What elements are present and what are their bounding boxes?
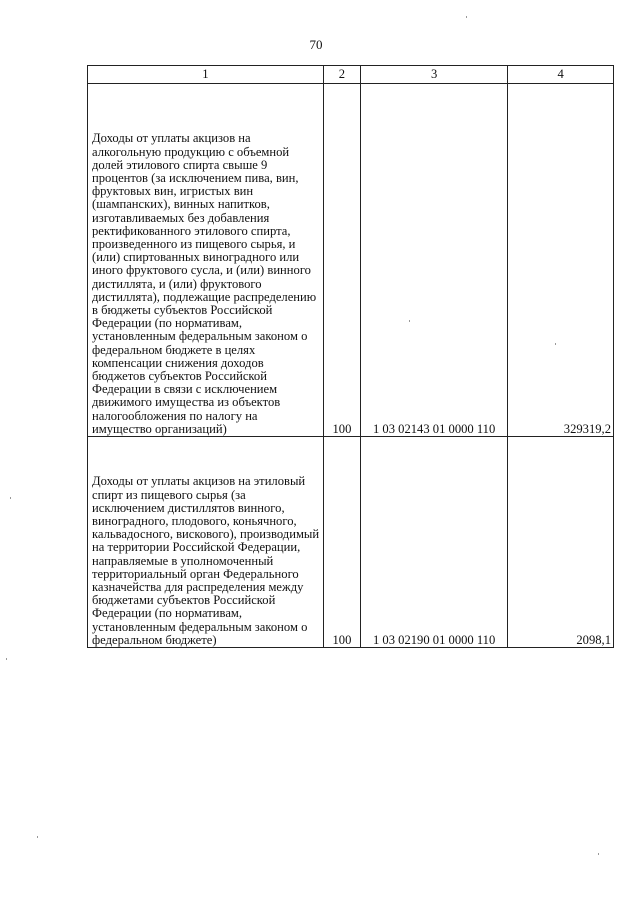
column-header-1: 1: [88, 66, 324, 84]
row-kbk-code: 1 03 02190 01 0000 110: [361, 437, 508, 648]
row-kbk-code: 1 03 02143 01 0000 110: [361, 84, 508, 437]
row-description: Доходы от уплаты акцизов на этиловый спирт из пищевого сырья (за исключением дистиллятов винного, виноградного, плодового, коньячного, кальвадосного, вискового), производимый на территории Российской Федерации, направляемые в уполномоченный территориальный орган Федерального казначейства для распределения между бюджетами субъектов Российской Федерации (по нормативам, установленным федеральным законом о федеральном бюджете): [88, 437, 324, 648]
page-number: 70: [309, 37, 323, 52]
column-header-2: 2: [323, 66, 360, 84]
table-header-row: [88, 66, 614, 84]
scan-speck: [10, 497, 11, 499]
row-amount: 2098,1: [508, 437, 614, 648]
scan-speck: [598, 853, 599, 855]
scan-speck: [409, 320, 410, 322]
column-header-4: 4: [508, 66, 614, 84]
scan-speck: [466, 16, 467, 18]
table-row: [88, 437, 614, 648]
row-admin-code: 100: [323, 84, 360, 437]
scan-speck: [37, 836, 38, 838]
scan-speck: [555, 343, 556, 345]
revenue-table: [87, 65, 614, 648]
table-row: [88, 84, 614, 437]
scan-speck: [6, 658, 7, 660]
row-description: Доходы от уплаты акцизов на алкогольную продукцию с объемной долей этилового спирта свыше 9 процентов (за исключением пива, вин, фруктовых вин, игристых вин (шампанских), винных напитков, изготавливаемых без добавления ректификованного этилового спирта, произведенного из пищевого сырья, и (или) спиртованных виноградного или иного фруктового сусла, и (или) винного дистиллята, и (или) фруктового дистиллята), подлежащие распределению в бюджеты субъектов Российской Федерации (по нормативам, установленным федеральным законом о федеральном бюджете в целях компенсации снижения доходов бюджетов субъектов Российской Федерации в связи с исключением движимого имущества из объектов налогообложения по налогу на имущество организаций): [88, 84, 324, 437]
row-amount: 329319,2: [508, 84, 614, 437]
column-header-3: 3: [361, 66, 508, 84]
row-admin-code: 100: [323, 437, 360, 648]
